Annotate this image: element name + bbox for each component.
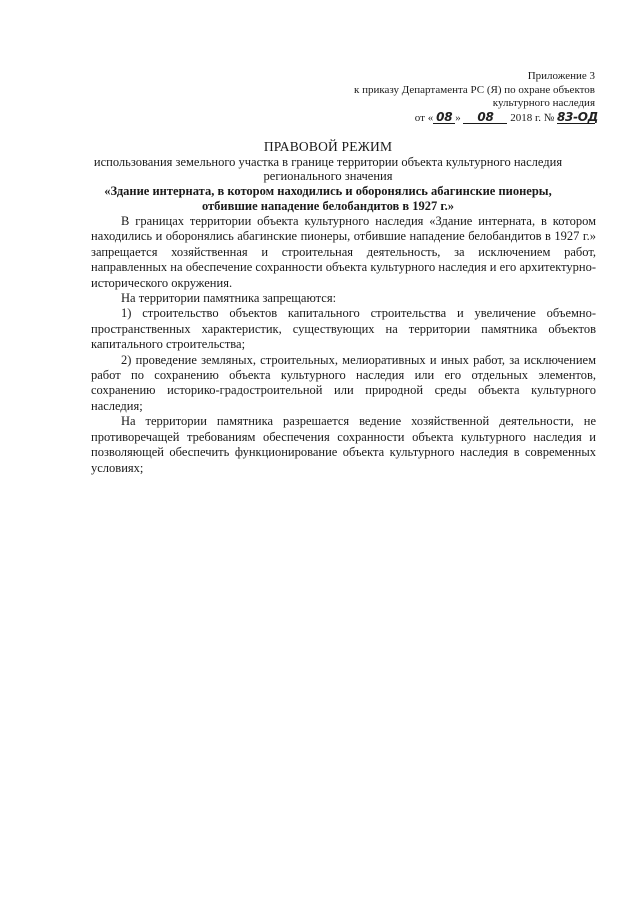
- appendix-label: Приложение 3: [527, 70, 595, 82]
- title-block: [60, 140, 596, 213]
- order-reference-line1: к приказу Департамента РС (Я) по охране объектов: [353, 83, 595, 96]
- object-name-line2: отбившие нападение белобандитов в 1927 г.»: [201, 199, 455, 213]
- document-title: ПРАВОВОЙ РЕЖИМ: [263, 139, 393, 154]
- order-number-handwritten: 83-ОД: [557, 109, 599, 124]
- paragraph-permitted: На территории памятника разрешается ведение хозяйственной деятельности, не противоречащей требованиям обеспечения сохранности объекта культурного наследия и позволяющей обеспечить функционирование объекта культурного наследия в современных условиях;: [91, 414, 596, 475]
- paragraph-boundaries: В границах территории объекта культурного наследия «Здание интерната, в котором находились и оборонялись абагинские пионеры, отбившие нападение белобандитов в 1927 г.» запрещается хозяйственная и строительная деятельность, за исключением работ, направленных на обеспечение сохранности объекта культурного наследия и его архитектурно-исторического окружения.: [91, 214, 596, 290]
- subtitle-line2: регионального значения: [263, 169, 393, 183]
- date-mid: »: [455, 111, 461, 124]
- object-name-line1: «Здание интерната, в котором находились и оборонялись абагинские пионеры,: [104, 184, 552, 198]
- appendix-header: [295, 70, 599, 125]
- date-day-handwritten: 08: [433, 111, 455, 124]
- date-year: 2018 г. №: [510, 111, 555, 124]
- document-body: [91, 214, 596, 476]
- date-month-handwritten: 08: [463, 111, 507, 124]
- subtitle-line1: использования земельного участка в границе территории объекта культурного наследия: [93, 155, 563, 169]
- date-prefix: от «: [414, 111, 434, 124]
- order-reference-line2: культурного наследия: [492, 97, 595, 109]
- paragraph-prohibited-item-2: 2) проведение земляных, строительных, мелиоративных и иных работ, за исключением работ по сохранению объекта культурного наследия или его отдельных элементов, сохранению историко-градостроительной или природной среды объекта культурного наследия;: [91, 352, 596, 413]
- paragraph-prohibited-item-1: 1) строительство объектов капитального строительства и увеличение объемно-пространственных характеристик, существующих на территории памятника объектов капитального строительства;: [91, 306, 596, 352]
- paragraph-prohibited-intro: На территории памятника запрещаются:: [121, 291, 337, 306]
- order-date-line: [295, 109, 599, 126]
